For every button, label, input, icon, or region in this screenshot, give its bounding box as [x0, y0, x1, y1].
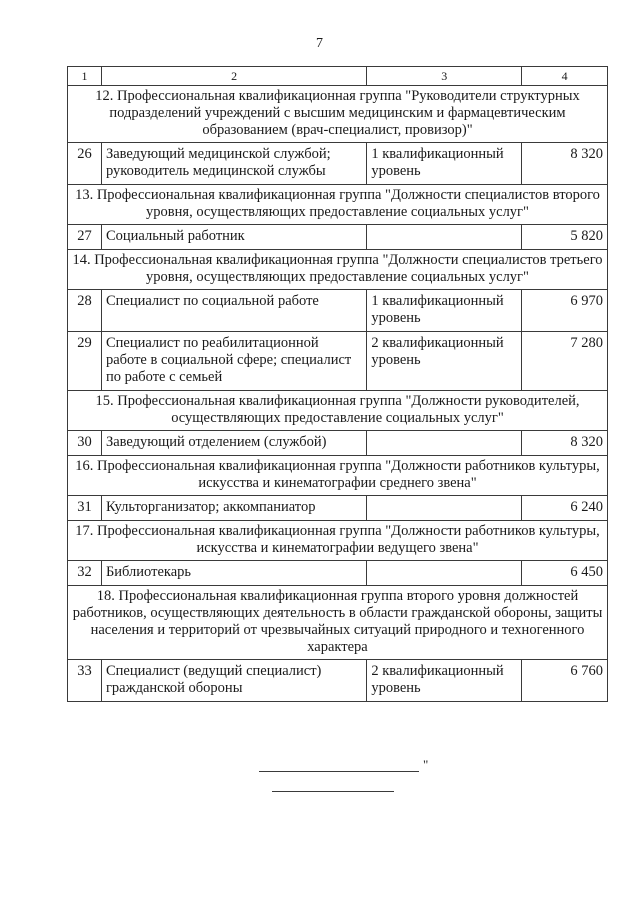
salary-value: 7 280 [522, 332, 608, 391]
salary-value: 6 970 [522, 290, 608, 332]
table-row [68, 431, 608, 456]
qualification-level [367, 225, 522, 250]
row-number: 30 [68, 431, 102, 456]
row-number: 33 [68, 660, 102, 702]
table-row [68, 561, 608, 586]
group-title-row [68, 250, 608, 290]
group-title: 18. Профессиональная квалификационная группа второго уровня должностей работников, осуществляющих деятельность в области гражданской обороны, защиты населения и территорий от чрезвычайных ситуаций природного и техногенного характера [68, 586, 608, 660]
position-name: Специалист (ведущий специалист) гражданской обороны [101, 660, 366, 702]
row-number: 29 [68, 332, 102, 391]
qualification-level: 2 квалификационный уровень [367, 660, 522, 702]
table-row [68, 290, 608, 332]
qualification-level [367, 431, 522, 456]
row-number: 26 [68, 143, 102, 185]
salary-table [67, 66, 608, 702]
qualification-level: 2 квалификационный уровень [367, 332, 522, 391]
column-number-4: 4 [522, 67, 608, 86]
position-name: Библиотекарь [101, 561, 366, 586]
salary-value: 5 820 [522, 225, 608, 250]
position-name: Культорганизатор; аккомпаниатор [101, 496, 366, 521]
group-title-row [68, 185, 608, 225]
table-row [68, 496, 608, 521]
group-title: 16. Профессиональная квалификационная группа "Должности работников культуры, искусства и кинематографии среднего звена" [68, 456, 608, 496]
row-number: 27 [68, 225, 102, 250]
position-name: Заведующий медицинской службой; руководитель медицинской службы [101, 143, 366, 185]
footer-rule-top [259, 771, 419, 772]
salary-value: 6 240 [522, 496, 608, 521]
row-number: 28 [68, 290, 102, 332]
table-row [68, 143, 608, 185]
position-name: Заведующий отделением (службой) [101, 431, 366, 456]
group-title: 17. Профессиональная квалификационная группа "Должности работников культуры, искусства и кинематографии ведущего звена" [68, 521, 608, 561]
salary-value: 8 320 [522, 431, 608, 456]
table-row [68, 332, 608, 391]
salary-value: 6 450 [522, 561, 608, 586]
group-title: 12. Профессиональная квалификационная группа "Руководители структурных подразделений учреждений с высшим медицинским и фармацевтическим образованием (врач-специалист, провизор)" [68, 86, 608, 143]
qualification-level: 1 квалификационный уровень [367, 290, 522, 332]
salary-value: 8 320 [522, 143, 608, 185]
group-title: 15. Профессиональная квалификационная группа "Должности руководителей, осуществляющих предоставление социальных услуг" [68, 391, 608, 431]
closing-quote: " [423, 757, 429, 772]
position-name: Социальный работник [101, 225, 366, 250]
group-title-row [68, 521, 608, 561]
position-name: Специалист по социальной работе [101, 290, 366, 332]
qualification-level: 1 квалификационный уровень [367, 143, 522, 185]
table-header-row [68, 67, 608, 86]
salary-value: 6 760 [522, 660, 608, 702]
table-row [68, 225, 608, 250]
page-number: 7 [316, 36, 323, 51]
qualification-level [367, 496, 522, 521]
column-number-3: 3 [367, 67, 522, 86]
position-name: Специалист по реабилитационной работе в социальной сфере; специалист по работе с семьей [101, 332, 366, 391]
qualification-level [367, 561, 522, 586]
column-number-2: 2 [101, 67, 366, 86]
group-title: 14. Профессиональная квалификационная группа "Должности специалистов третьего уровня, осуществляющих предоставление социальных услуг" [68, 250, 608, 290]
group-title-row [68, 586, 608, 660]
row-number: 32 [68, 561, 102, 586]
table-row [68, 660, 608, 702]
footer-rule-bottom [272, 791, 394, 792]
group-title-row [68, 456, 608, 496]
group-title-row [68, 86, 608, 143]
row-number: 31 [68, 496, 102, 521]
group-title-row [68, 391, 608, 431]
column-number-1: 1 [68, 67, 102, 86]
group-title: 13. Профессиональная квалификационная группа "Должности специалистов второго уровня, осуществляющих предоставление социальных услуг" [68, 185, 608, 225]
